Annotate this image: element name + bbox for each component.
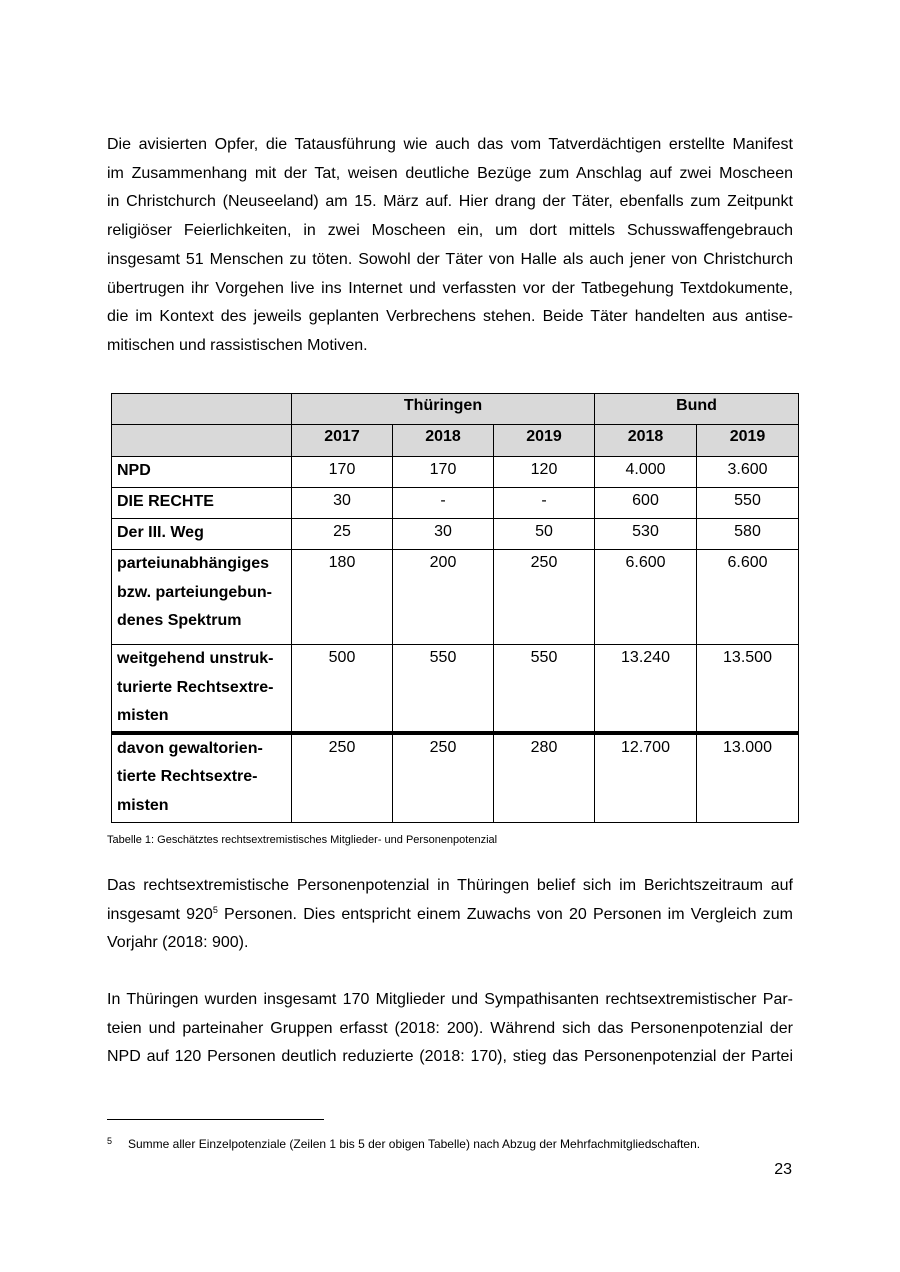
row-label bbox=[112, 733, 292, 823]
header-year: 2018 bbox=[393, 425, 494, 457]
table-row bbox=[112, 488, 799, 519]
table-cell: 600 bbox=[595, 488, 697, 519]
table-cell: 3.600 bbox=[697, 457, 799, 488]
table-cell: 280 bbox=[494, 733, 595, 823]
footnote-number: 5 bbox=[107, 1136, 113, 1146]
text-fragment: Personen. Dies entspricht einem Zuwachs von 20 Personen im Vergleich zum bbox=[217, 905, 794, 923]
header-bund: Bund bbox=[595, 394, 799, 425]
row-label-line: tierte Rechtsextre- bbox=[117, 768, 258, 785]
header-year: 2017 bbox=[292, 425, 393, 457]
row-label-line: turierte Rechtsextre- bbox=[117, 678, 274, 696]
table-cell: - bbox=[494, 488, 595, 519]
table-cell: 170 bbox=[393, 457, 494, 488]
paragraph-mitglieder bbox=[107, 986, 793, 1072]
table-cell: 30 bbox=[393, 519, 494, 550]
table-cell: 13.000 bbox=[697, 733, 799, 823]
paragraph-christchurch bbox=[107, 131, 793, 361]
table-row bbox=[112, 645, 799, 733]
table-caption: Tabelle 1: Geschätztes rechtsextremistisches Mitglieder- und Personenpotenzial bbox=[107, 834, 498, 846]
table-cell: 550 bbox=[393, 645, 494, 733]
table-cell: 250 bbox=[494, 550, 595, 645]
table-row bbox=[112, 550, 799, 645]
table-row bbox=[112, 733, 799, 823]
row-label-line: davon gewaltorien- bbox=[117, 739, 263, 757]
text-line: insgesamt 51 Menschen zu töten. Sowohl der Täter von Halle als auch jener von Christchurch bbox=[107, 250, 793, 268]
table-cell: 4.000 bbox=[595, 457, 697, 488]
row-label: Der III. Weg bbox=[112, 519, 292, 550]
table-cell: 30 bbox=[292, 488, 393, 519]
row-label bbox=[112, 550, 292, 645]
row-label-line: parteiunabhängiges bbox=[117, 555, 270, 572]
table-cell: 550 bbox=[697, 488, 799, 519]
table-cell: 170 bbox=[292, 457, 393, 488]
personenpotenzial-table bbox=[111, 393, 799, 823]
table-cell: 12.700 bbox=[595, 733, 697, 823]
footnote-separator bbox=[107, 1119, 324, 1120]
text-line: Das rechtsextremistische Personenpotenzial in Thüringen belief sich im Berichtszeitraum auf bbox=[107, 877, 793, 894]
text-line: mitischen und rassistischen Motiven. bbox=[107, 336, 368, 354]
header-year: 2018 bbox=[595, 425, 697, 457]
table-cell: 13.500 bbox=[697, 645, 799, 733]
footnote bbox=[107, 1136, 700, 1151]
text-line: religiöser Feierlichkeiten, in zwei Moscheen ein, um dort mittels Schusswaffengebrauch bbox=[107, 222, 793, 240]
text-line: im Zusammenhang mit der Tat, weisen deutliche Bezüge zum Anschlag auf zwei Moscheen bbox=[107, 164, 793, 182]
row-label-line: denes Spektrum bbox=[117, 612, 242, 629]
text-line: Vorjahr (2018: 900). bbox=[107, 934, 249, 952]
text-line: in Christchurch (Neuseeland) am 15. März auf. Hier drang der Täter, ebenfalls zum Zeitpunkt bbox=[107, 193, 793, 211]
row-label: DIE RECHTE bbox=[112, 488, 292, 519]
text-fragment: insgesamt 920 bbox=[107, 905, 213, 923]
row-label-line: weitgehend unstruk- bbox=[117, 650, 274, 667]
row-label: NPD bbox=[112, 457, 292, 488]
table-cell: 25 bbox=[292, 519, 393, 550]
table-cell: 580 bbox=[697, 519, 799, 550]
table-cell: 6.600 bbox=[697, 550, 799, 645]
row-label-line: bzw. parteiungebun- bbox=[117, 583, 272, 601]
table-year-header-row bbox=[112, 425, 799, 457]
text-line: NPD auf 120 Personen deutlich reduzierte (2018: 170), stieg das Personenpotenzial der Partei bbox=[107, 1048, 793, 1066]
table-cell: 13.240 bbox=[595, 645, 697, 733]
table-row bbox=[112, 457, 799, 488]
table-cell: 250 bbox=[393, 733, 494, 823]
row-label-line: misten bbox=[117, 707, 169, 724]
paragraph-personenpotenzial bbox=[107, 872, 793, 958]
table-cell: 250 bbox=[292, 733, 393, 823]
footnote-text: Summe aller Einzelpotenziale (Zeilen 1 bis 5 der obigen Tabelle) nach Abzug der Mehrfachmitgliedschaften. bbox=[128, 1137, 701, 1151]
table-cell: - bbox=[393, 488, 494, 519]
table-row bbox=[112, 519, 799, 550]
text-line: In Thüringen wurden insgesamt 170 Mitglieder und Sympathisanten rechtsextremistischer Par- bbox=[107, 991, 793, 1008]
header-year: 2019 bbox=[697, 425, 799, 457]
table-cell: 50 bbox=[494, 519, 595, 550]
row-label-line: misten bbox=[117, 796, 169, 814]
footnote-reference: 5 bbox=[212, 904, 218, 915]
table-cell: 530 bbox=[595, 519, 697, 550]
text-line bbox=[107, 901, 793, 930]
table-cell: 6.600 bbox=[595, 550, 697, 645]
table-cell: 120 bbox=[494, 457, 595, 488]
text-line: Die avisierten Opfer, die Tatausführung wie auch das vom Tatverdächtigen erstellte Manifest bbox=[107, 136, 793, 153]
table-corner-cell bbox=[112, 425, 292, 457]
header-thueringen: Thüringen bbox=[292, 394, 595, 425]
table-cell: 200 bbox=[393, 550, 494, 645]
table-corner-cell bbox=[112, 394, 292, 425]
table-group-header-row bbox=[112, 394, 799, 425]
table-cell: 550 bbox=[494, 645, 595, 733]
table-cell: 180 bbox=[292, 550, 393, 645]
text-line: teien und parteinaher Gruppen erfasst (2018: 200). Während sich das Personenpotenzial der bbox=[107, 1019, 793, 1037]
header-year: 2019 bbox=[494, 425, 595, 457]
text-line: die im Kontext des jeweils geplanten Verbrechens stehen. Beide Täter handelten aus antise- bbox=[107, 308, 793, 326]
page-number: 23 bbox=[774, 1161, 792, 1178]
row-label bbox=[112, 645, 292, 733]
text-line: übertrugen ihr Vorgehen live ins Internet und verfassten vor der Tatbegehung Textdokumente, bbox=[107, 279, 793, 297]
table-cell: 500 bbox=[292, 645, 393, 733]
